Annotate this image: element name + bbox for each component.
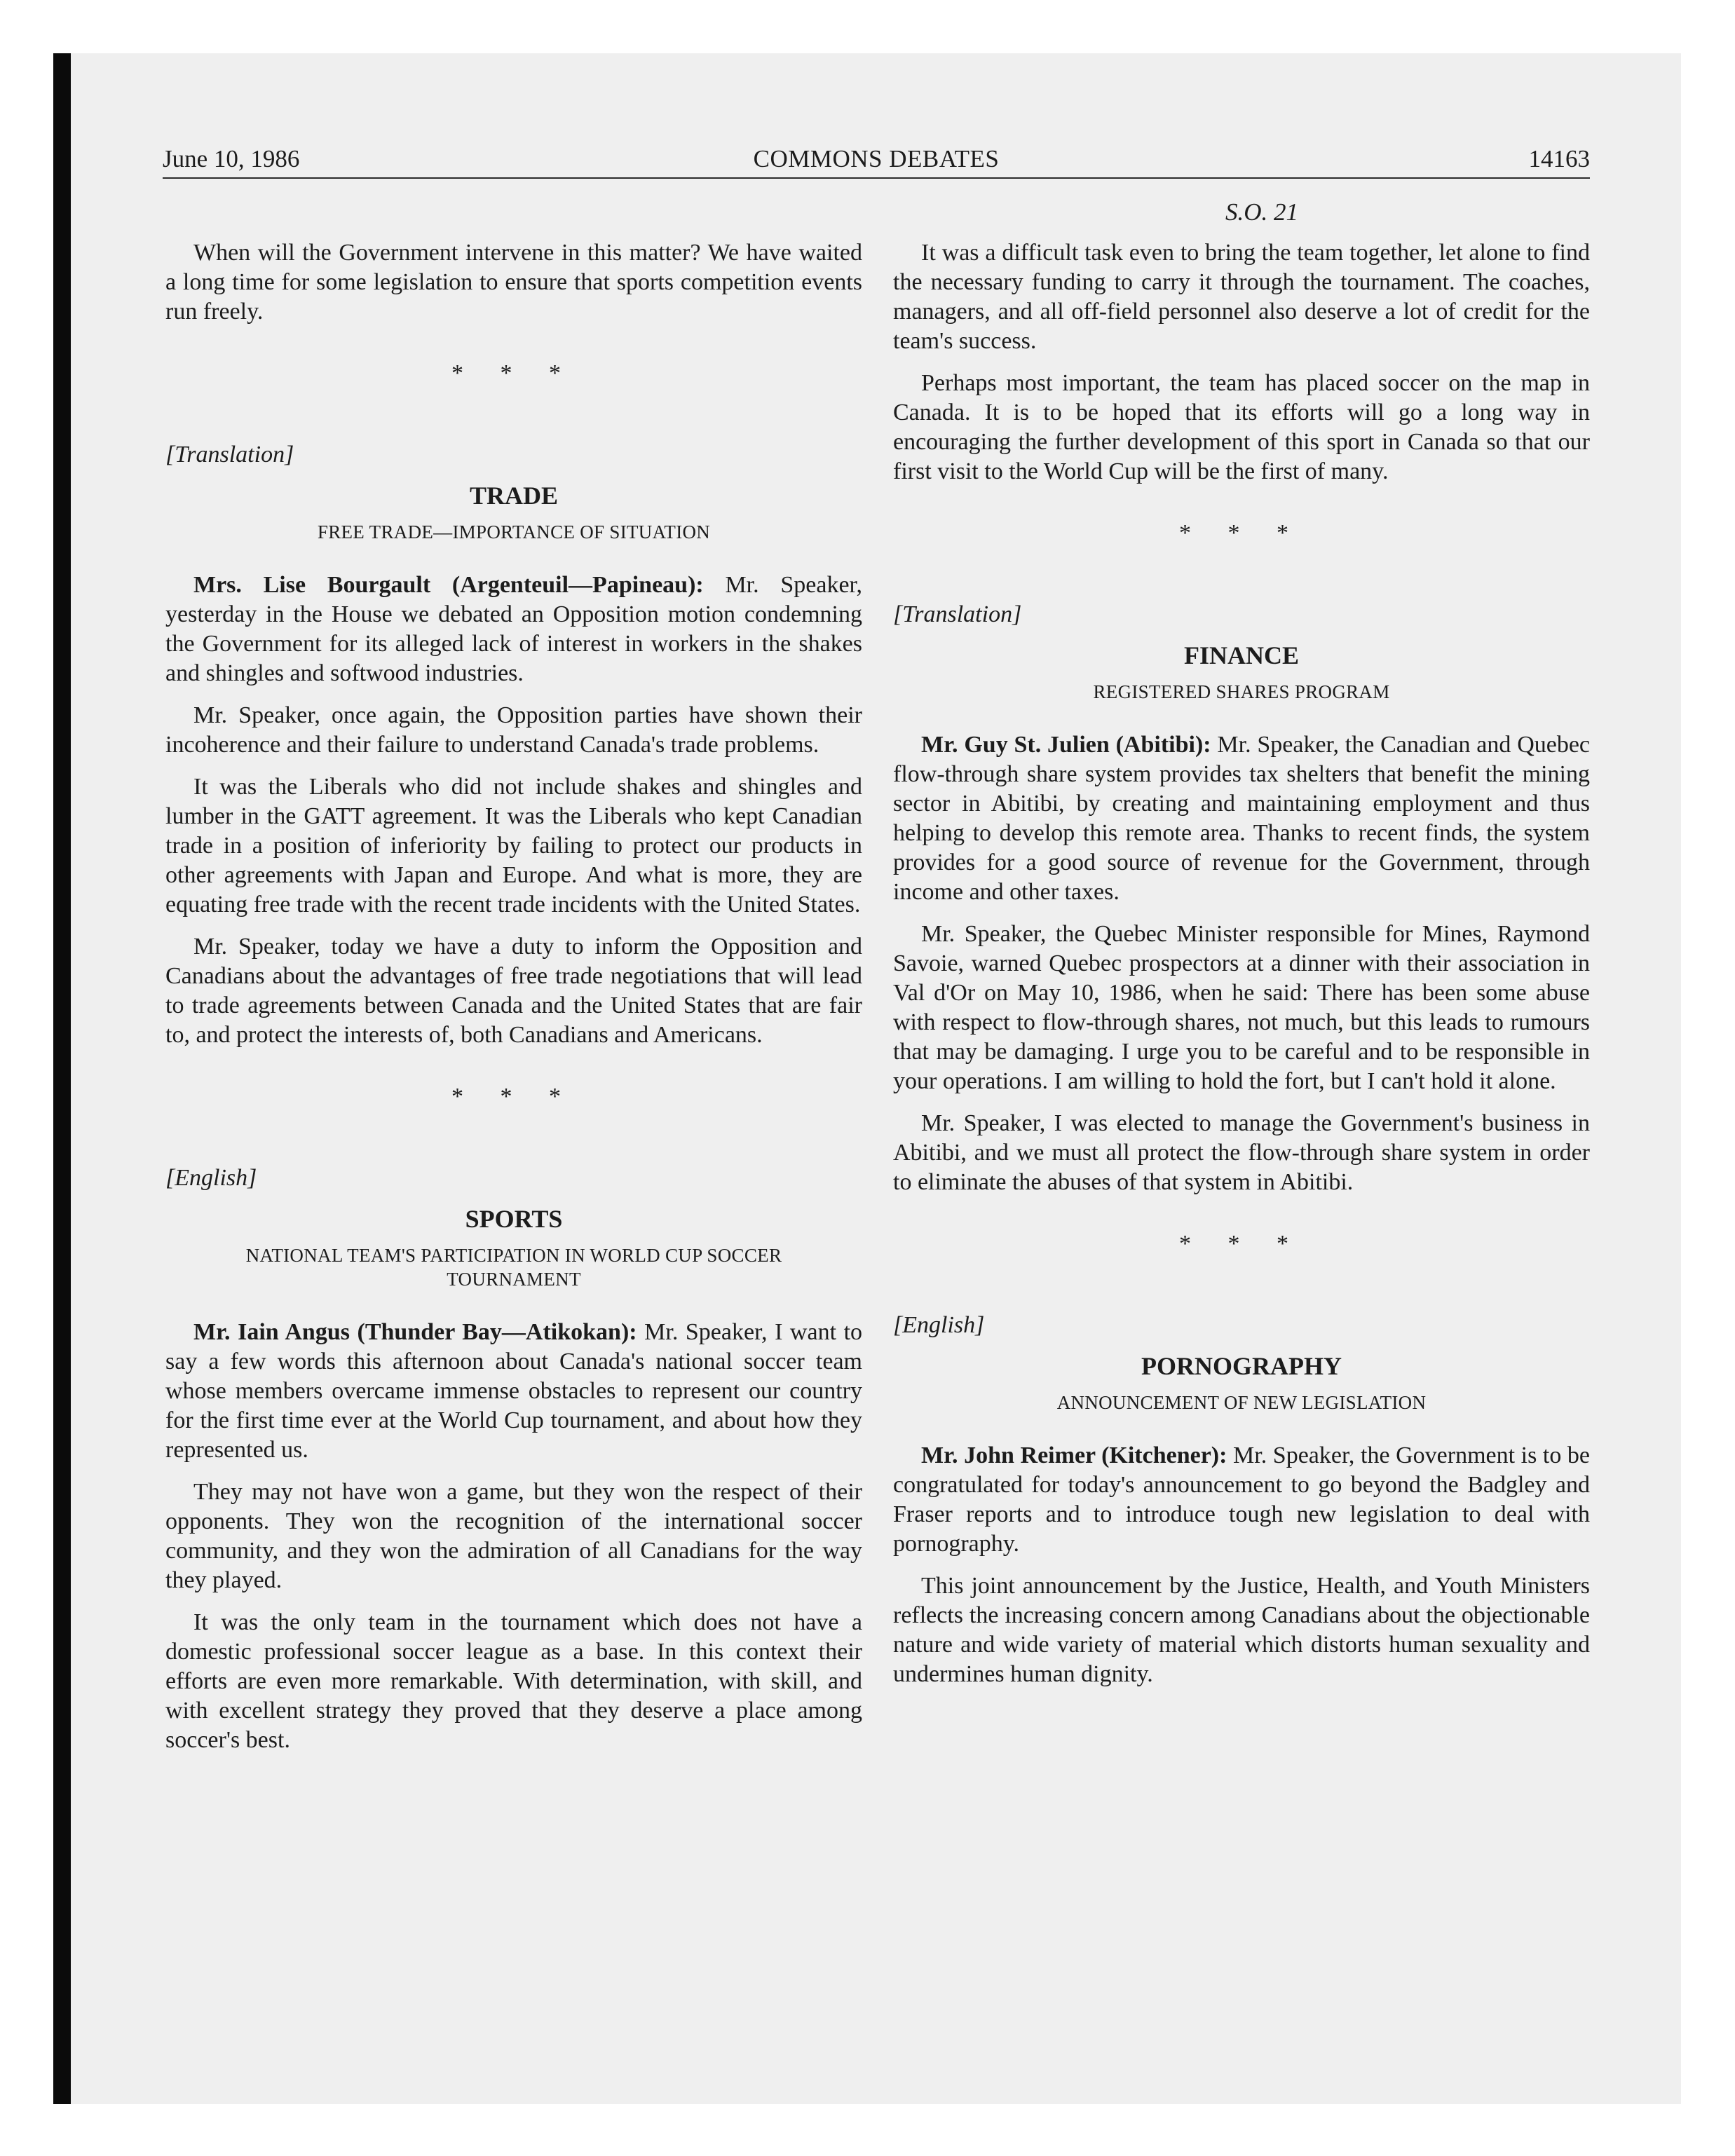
header-publication: COMMONS DEBATES bbox=[753, 145, 1000, 172]
speech-paragraph bbox=[893, 730, 1590, 907]
speech-text: Mr. Speaker, yesterday in the House we debated an Opposition motion condemning the Government for its alleged lack of interest in workers in the shakes and shingles and softwood industries. bbox=[165, 572, 862, 686]
paragraph: When will the Government intervene in this matter? We have waited a long time for some legislation to ensure that sports competition events run freely. bbox=[165, 240, 862, 325]
section-separator: * * * bbox=[1179, 1231, 1304, 1257]
speech-paragraph bbox=[165, 571, 862, 688]
running-head bbox=[163, 143, 1590, 175]
paragraph: Mr. Speaker, today we have a duty to inform the Opposition and Canadians about the advantages of free trade negotiations that will lead to trade agreements between Canada and the United States that are fair to, and protect the interests of, both Canadians and Americans. bbox=[165, 934, 862, 1048]
section-heading: PORNOGRAPHY bbox=[1141, 1352, 1342, 1380]
section-tag: S.O. 21 bbox=[1225, 198, 1299, 226]
paragraph: Mr. Speaker, I was elected to manage the Government's business in Abitibi, and we must all protect the flow-through share system in order to eliminate the abuses of that system in Abitibi. bbox=[893, 1110, 1590, 1195]
section-heading: SPORTS bbox=[465, 1205, 563, 1233]
paragraph: Mr. Speaker, once again, the Opposition parties have shown their incoherence and their failure to understand Canada's trade problems. bbox=[165, 702, 862, 758]
header-rule bbox=[163, 177, 1590, 179]
paragraph: They may not have won a game, but they won the respect of their opponents. They won the recognition of the international soccer community, and they won the admiration of all Canadians for the way they played. bbox=[165, 1479, 862, 1593]
left-column bbox=[165, 238, 862, 1768]
language-tag: [Translation] bbox=[165, 442, 294, 468]
speech-text: Mr. Speaker, I want to say a few words this afternoon about Canada's national soccer team whose members overcame immense obstacles to represent our country for the first time ever at the World Cup tournament, and about how they represented us. bbox=[165, 1319, 863, 1463]
header-page-number: 14163 bbox=[1528, 145, 1590, 172]
paragraph: Mr. Speaker, the Quebec Minister responsible for Mines, Raymond Savoie, warned Quebec prospectors at a dinner with their association in Val d'Or on May 10, 1986, when he said: There has been some abuse with respect to flow-through shares, not much, but this leads to rumours that may be damaging. I urge you to be careful and to be responsible in your operations. I am willing to hold the fort, but I can't hold it alone. bbox=[893, 921, 1590, 1094]
section-heading: TRADE bbox=[469, 482, 559, 510]
paragraph: It was a difficult task even to bring the team together, let alone to find the necessary funding to carry it through the tournament. The coaches, managers, and all off-field personnel also deserve a lot of credit for the team's success. bbox=[893, 240, 1590, 354]
speaker-name: Mr. Iain Angus (Thunder Bay—Atikokan): bbox=[193, 1319, 637, 1345]
section-subheading: REGISTERED SHARES PROGRAM bbox=[1093, 681, 1390, 702]
section-separator: * * * bbox=[451, 1084, 576, 1110]
paragraph: It was the only team in the tournament which does not have a domestic professional soccer league as a base. In this context their efforts are even more remarkable. With determination, with skill, and with excellent strategy they proved that they deserve a place among soccer's best. bbox=[165, 1609, 862, 1753]
scan-binding-edge bbox=[53, 53, 71, 2104]
speech-text: Mr. Speaker, the Canadian and Quebec flow-through share system provides tax shelters that benefit the mining sector in Abitibi, by creating and maintaining employment and thus helping to develop this remote area. Thanks to recent finds, the system provides for a good source of revenue for the Government, through income and other taxes. bbox=[893, 732, 1591, 905]
section-separator: * * * bbox=[451, 360, 576, 386]
right-column bbox=[893, 238, 1590, 1702]
paragraph: It was the Liberals who did not include shakes and shingles and lumber in the GATT agreement. It was the Liberals who kept Canadian trade in a position of inferiority by failing to protect our products in other agreements with Japan and Europe. And what is more, they are equating free trade with the recent trade incidents with the United States. bbox=[165, 774, 862, 917]
header-date: June 10, 1986 bbox=[163, 145, 300, 172]
speech-paragraph bbox=[165, 1318, 862, 1465]
section-subheading: FREE TRADE—IMPORTANCE OF SITUATION bbox=[317, 521, 711, 543]
speech-text: Mr. Speaker, the Government is to be congratulated for today's announcement to go beyond the Badgley and Fraser reports and to introduce tough new legislation to deal with pornography. bbox=[893, 1442, 1590, 1557]
section-separator: * * * bbox=[1179, 520, 1304, 546]
section-heading: FINANCE bbox=[1183, 641, 1299, 669]
speaker-name: Mr. Guy St. Julien (Abitibi): bbox=[921, 732, 1211, 758]
speaker-name: Mr. John Reimer (Kitchener): bbox=[921, 1442, 1227, 1468]
speech-paragraph bbox=[893, 1441, 1590, 1559]
language-tag: [English] bbox=[165, 1165, 257, 1191]
language-tag: [Translation] bbox=[893, 601, 1022, 627]
language-tag: [English] bbox=[893, 1312, 985, 1338]
paragraph: This joint announcement by the Justice, Health, and Youth Ministers reflects the increasing concern among Canadians about the objectionable nature and wide variety of material which distorts human sexuality and undermines human dignity. bbox=[893, 1573, 1590, 1687]
speaker-name: Mrs. Lise Bourgault (Argenteuil—Papineau): bbox=[193, 572, 704, 598]
section-subheading: NATIONAL TEAM'S PARTICIPATION IN WORLD CUP SOCCER TOURNAMENT bbox=[245, 1245, 782, 1290]
paragraph: Perhaps most important, the team has placed soccer on the map in Canada. It is to be hoped that its efforts will go a long way in encouraging the further development of this sport in Canada so that our first visit to the World Cup will be the first of many. bbox=[893, 370, 1590, 484]
section-subheading: ANNOUNCEMENT OF NEW LEGISLATION bbox=[1056, 1392, 1427, 1413]
